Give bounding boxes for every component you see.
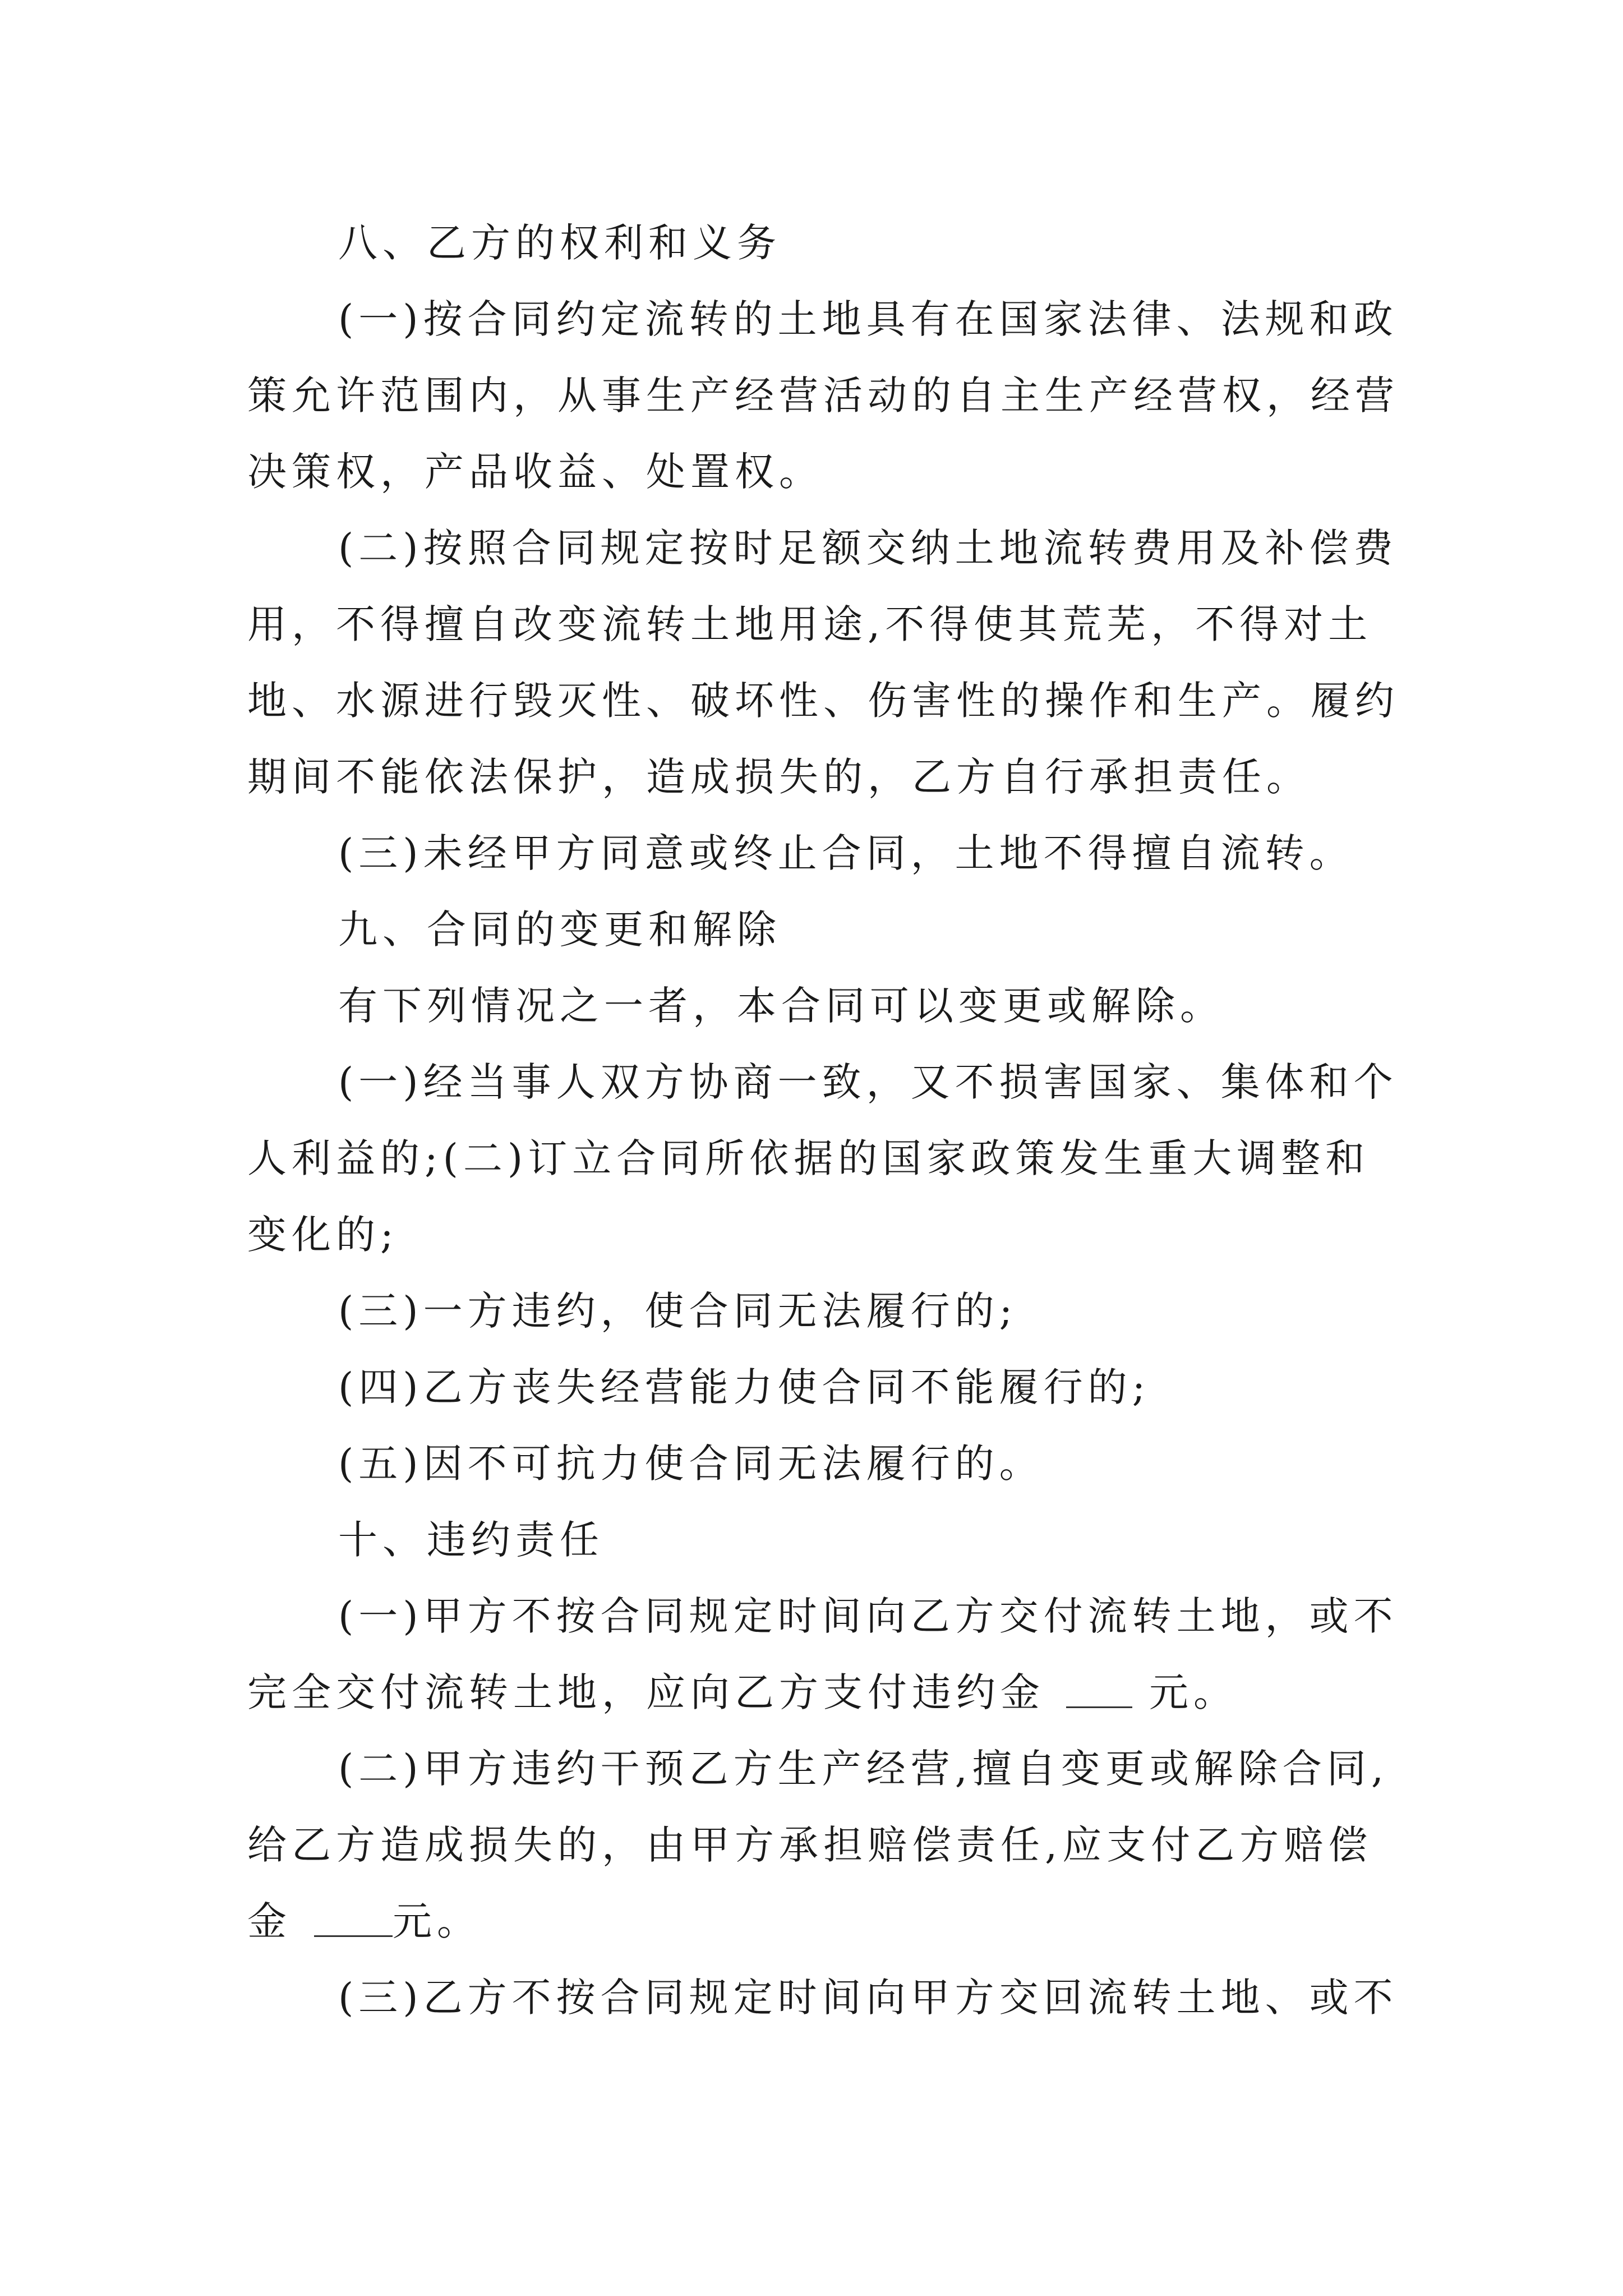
paragraph-line: 期间不能依法保护，造成损失的，乙方自行承担责任。 [247,754,1311,800]
paragraph-line: 变化的; [247,1212,399,1258]
paragraph-line: (三)乙方不按合同规定时间向甲方交回流转土地、或不 [338,1975,1398,2021]
fill-in-blank [1066,1704,1132,1708]
paragraph-line: (三)一方违约，使合同无法履行的; [338,1288,1018,1334]
line-text: 完全交付流转土地，应向乙方支付违约金 [247,1669,1045,1715]
paragraph-line: 策允许范围内，从事生产经营活动的自主生产经营权，经营 [247,372,1399,418]
paragraph-line: (一)甲方不按合同规定时间向乙方交付流转土地，或不 [338,1593,1398,1639]
paragraph-line: (二)按照合同规定按时足额交纳土地流转费用及补偿费 [338,525,1398,571]
section-heading-10: 十、违约责任 [338,1517,604,1563]
paragraph-line: 人利益的;(二)订立合同所依据的国家政策发生重大调整和 [247,1135,1370,1181]
paragraph-line: (一)按合同约定流转的土地具有在国家法律、法规和政 [338,296,1398,342]
line-text: 金 [247,1898,292,1944]
section-heading-8: 八、乙方的权利和义务 [338,220,781,266]
paragraph-line: (四)乙方丧失经营能力使合同不能履行的; [338,1364,1151,1410]
section-heading-9: 九、合同的变更和解除 [338,907,781,953]
paragraph-line-with-blank [247,1883,1380,1959]
paragraph-line: 给乙方造成损失的，由甲方承担赔偿责任,应支付乙方赔偿 [247,1822,1373,1868]
paragraph-line: 决策权，产品收益、处置权。 [247,449,823,495]
line-text: 元。 [393,1898,481,1944]
paragraph-line-with-blank [247,1654,1380,1731]
paragraph-line: 有下列情况之一者，本合同可以变更或解除。 [338,983,1224,1029]
paragraph-line: 地、水源进行毁灭性、破坏性、伤害性的操作和生产。履约 [247,678,1399,724]
paragraph-line: (一)经当事人双方协商一致，又不损害国家、集体和个 [338,1059,1398,1105]
paragraph-line: (三)未经甲方同意或终止合同，土地不得擅自流转。 [338,830,1354,876]
fill-in-blank [314,1933,393,1937]
line-text: 元。 [1149,1669,1238,1715]
paragraph-line: 用，不得擅自改变流转土地用途,不得使其荒芜，不得对土 [247,601,1373,647]
paragraph-line: (五)因不可抗力使合同无法履行的。 [338,1441,1044,1487]
paragraph-line: (二)甲方违约干预乙方生产经营,擅自变更或解除合同, [338,1746,1389,1792]
